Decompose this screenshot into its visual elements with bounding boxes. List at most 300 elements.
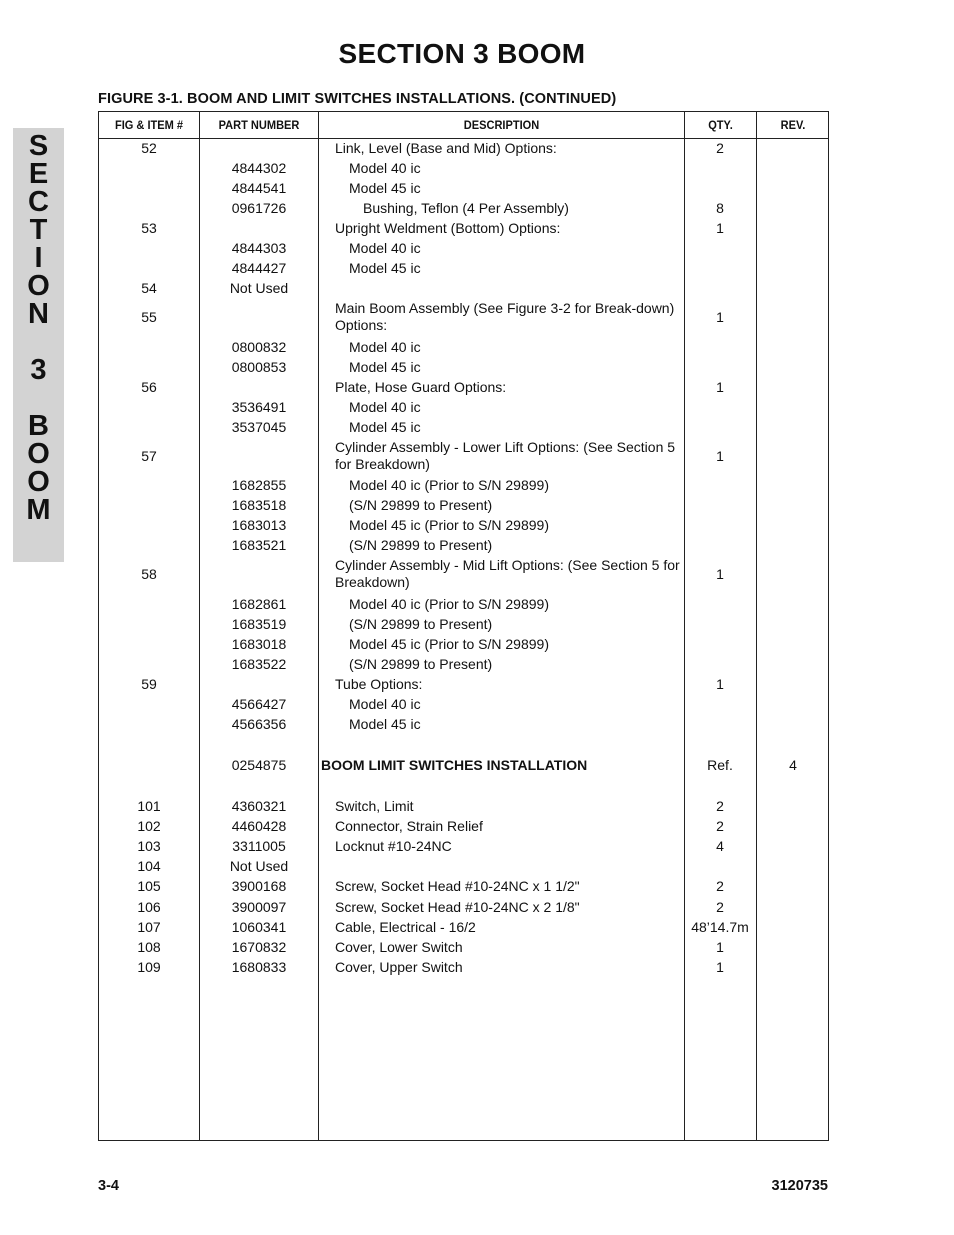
item-number-cell [99,714,199,734]
item-number-cell [99,654,199,674]
description-cell-text: Cover, Lower Switch [335,938,463,955]
item-number-cell [99,417,199,437]
description-cell-text: Model 45 ic [349,418,421,435]
side-tab-letter: B [28,410,49,442]
item-number-cell [99,674,199,694]
part-number-cell [200,674,318,694]
description-cell-text: Model 40 ic [349,695,421,712]
item-number-cell-text: 58 [141,566,157,582]
description-cell-text: Link, Level (Base and Mid) Options: [335,139,557,156]
revision-cell [757,278,829,298]
revision-cell [757,515,829,535]
header-description: DESCRIPTION [463,118,540,132]
table-row [99,594,828,614]
quantity-cell [685,755,755,775]
description-cell [335,957,683,977]
table-row [99,298,828,336]
revision-cell [757,218,829,238]
table-row [99,278,828,298]
revision-cell [757,674,829,694]
item-number-cell [99,555,199,593]
quantity-cell [685,218,755,238]
item-number-cell-text: 53 [141,220,157,236]
table-row [99,555,828,593]
description-cell [335,158,697,178]
quantity-cell-text: 1 [716,448,724,464]
part-number-cell-text: 3537045 [231,419,287,435]
part-number-cell-text: 3900168 [231,878,287,894]
description-cell-text: Model 45 ic [349,179,421,196]
item-number-cell [99,836,199,856]
quantity-cell [685,337,755,357]
table-row [99,397,828,417]
quantity-cell [685,634,755,654]
description-cell [335,714,697,734]
revision-cell [757,258,829,278]
item-number-cell [99,278,199,298]
description-cell [335,475,697,495]
table-row [99,816,828,836]
quantity-cell-text: 4 [716,838,724,854]
quantity-cell-text: 2 [716,818,724,834]
quantity-cell [685,856,755,876]
part-number-cell [200,816,318,836]
quantity-cell [685,694,755,714]
side-tab-letter: O [27,466,50,498]
table-row [99,654,828,674]
description-cell-text: Cable, Electrical - 16/2 [335,918,476,935]
item-number-cell [99,515,199,535]
table-row [99,876,828,896]
part-number-cell [200,218,318,238]
part-number-cell [200,437,318,475]
part-number-cell [200,178,318,198]
description-cell-text: Model 40 ic (Prior to S/N 29899) [349,476,549,493]
item-number-cell [99,856,199,876]
item-number-cell [99,475,199,495]
quantity-cell-text: 1 [716,939,724,955]
description-cell-text: Model 45 ic [349,358,421,375]
quantity-cell [685,957,755,977]
revision-cell [757,475,829,495]
quantity-cell [685,876,755,896]
description-cell [335,198,711,218]
item-number-cell-text: 57 [141,448,157,464]
document-number: 3120735 [771,1178,828,1194]
quantity-cell-text: 2 [716,899,724,915]
part-number-cell-text: Not Used [229,858,289,874]
part-number-cell-text: 4844302 [231,160,287,176]
description-cell-text: Model 40 ic [349,338,421,355]
part-number-cell [200,258,318,278]
part-number-cell [200,937,318,957]
item-number-cell [99,198,199,218]
part-number-cell [200,654,318,674]
table-row [99,198,828,218]
description-cell [335,495,697,515]
part-number-cell [200,876,318,896]
description-cell [335,674,683,694]
description-cell [335,594,697,614]
table-row [99,158,828,178]
quantity-cell [685,555,755,593]
revision-cell [757,836,829,856]
description-cell [335,278,683,298]
revision-cell [757,397,829,417]
part-number-cell-text: 1683013 [231,517,287,533]
table-row [99,218,828,238]
part-number-cell [200,856,318,876]
part-number-cell-text: 4460428 [231,818,287,834]
part-number-cell [200,796,318,816]
item-number-cell-text: 52 [141,140,157,156]
page-number: 3-4 [98,1178,119,1194]
quantity-cell [685,158,755,178]
revision-cell [757,694,829,714]
quantity-cell-text: 2 [716,878,724,894]
header-rev: REV. [780,118,806,132]
table-row [99,437,828,475]
part-number-cell-text: 1683522 [231,656,287,672]
item-number-cell-text: 106 [137,899,161,915]
quantity-cell [685,298,755,336]
header-fig-item: FIG & ITEM # [114,118,184,132]
quantity-cell [685,417,755,437]
table-row [99,178,828,198]
part-number-cell [200,515,318,535]
part-number-cell [200,298,318,336]
quantity-cell [685,796,755,816]
revision-cell [757,897,829,917]
part-number-cell-text: Not Used [229,280,289,296]
part-number-cell-text: 1683519 [231,616,287,632]
description-cell-text: (S/N 29899 to Present) [349,496,493,513]
revision-cell [757,614,829,634]
description-cell [335,897,683,917]
part-number-cell-text: 4844303 [231,240,287,256]
quantity-cell-text: 8 [716,200,724,216]
quantity-cell-text: 1 [716,676,724,692]
quantity-cell [685,278,755,298]
header-part-number: PART NUMBER [218,118,300,132]
item-number-cell-text: 107 [137,919,161,935]
side-tab-letter: O [27,438,50,470]
revision-cell [757,634,829,654]
quantity-cell [685,836,755,856]
quantity-cell [685,258,755,278]
description-cell-text: Bushing, Teflon (4 Per Assembly) [363,199,569,216]
part-number-cell-text: 3311005 [232,838,286,854]
part-number-cell [200,377,318,397]
part-number-cell [200,634,318,654]
item-number-cell [99,158,199,178]
quantity-cell-text: Ref. [707,757,733,773]
part-number-cell-text: 1682861 [231,596,287,612]
description-cell-text: (S/N 29899 to Present) [349,655,493,672]
part-number-cell [200,755,318,775]
side-tab-letter: 3 [30,354,47,386]
description-cell [335,836,683,856]
item-number-cell-text: 105 [137,878,161,894]
revision-cell [757,158,829,178]
part-number-cell-text: 1680833 [231,959,287,975]
part-number-cell [200,417,318,437]
table-row [99,917,828,937]
part-number-cell-text: 1683521 [231,537,287,553]
part-number-cell [200,475,318,495]
table-row [99,674,828,694]
quantity-cell [685,674,755,694]
quantity-cell [685,495,755,515]
quantity-cell [685,357,755,377]
item-number-cell-text: 102 [137,818,161,834]
part-number-cell-text: 0800853 [231,359,287,375]
table-row [99,694,828,714]
table-row [99,856,828,876]
part-number-cell [200,535,318,555]
description-cell-text: Upright Weldment (Bottom) Options: [335,219,561,236]
revision-cell [757,535,829,555]
item-number-cell [99,437,199,475]
figure-caption: FIGURE 3-1. BOOM AND LIMIT SWITCHES INSTALLATIONS. (CONTINUED) [98,91,617,107]
description-cell-text: Screw, Socket Head #10-24NC x 2 1/8" [335,898,580,915]
part-number-cell-text: 4566427 [231,696,287,712]
revision-cell [757,816,829,836]
quantity-cell [685,917,755,937]
quantity-cell-text: 1 [716,220,724,236]
revision-cell [757,917,829,937]
revision-cell [757,957,829,977]
description-cell [335,337,697,357]
item-number-cell [99,594,199,614]
quantity-cell [685,475,755,495]
quantity-cell-text: 1 [716,379,724,395]
parts-table [98,111,829,1141]
description-cell [335,876,683,896]
description-cell [335,138,683,158]
description-cell-text: Main Boom Assembly (See Figure 3-2 for Break-down) Options: [335,300,675,333]
item-number-cell [99,694,199,714]
part-number-cell [200,495,318,515]
item-number-cell [99,937,199,957]
description-cell-text: Locknut #10-24NC [335,837,452,854]
side-tab-letter: I [34,242,43,274]
part-number-cell [200,594,318,614]
item-number-cell [99,178,199,198]
description-cell-text: (S/N 29899 to Present) [349,536,493,553]
description-cell-text: Cylinder Assembly - Lower Lift Options: (See Section 5 for Breakdown) [335,439,676,472]
part-number-cell [200,836,318,856]
section-side-tab [13,128,64,562]
revision-cell [757,856,829,876]
revision-cell [757,298,829,336]
table-row [99,337,828,357]
table-row [99,238,828,258]
quantity-cell [685,377,755,397]
part-number-cell-text: 1060341 [231,919,287,935]
part-number-cell [200,357,318,377]
part-number-cell-text: 1682855 [231,477,287,493]
item-number-cell [99,957,199,977]
description-cell [335,397,697,417]
quantity-cell-text: 1 [716,566,724,582]
revision-cell [757,495,829,515]
part-number-cell-text: 1683018 [231,636,287,652]
quantity-cell [685,937,755,957]
item-number-cell-text: 59 [141,676,157,692]
part-number-cell-text: 0800832 [231,339,287,355]
description-cell [335,614,697,634]
item-number-cell [99,377,199,397]
revision-cell [757,238,829,258]
item-number-cell [99,917,199,937]
description-cell [335,535,697,555]
part-number-cell [200,238,318,258]
table-row [99,957,828,977]
part-number-cell [200,397,318,417]
part-number-cell [200,138,318,158]
table-row [99,377,828,397]
item-number-cell [99,816,199,836]
item-number-cell [99,138,199,158]
description-cell-text: Model 45 ic [349,715,421,732]
part-number-cell-text: 3536491 [231,399,287,415]
quantity-cell [685,614,755,634]
quantity-cell [685,198,755,218]
quantity-cell [685,714,755,734]
quantity-cell-text: 1 [716,309,724,325]
item-number-cell-text: 54 [141,280,157,296]
revision-cell [757,714,829,734]
item-number-cell-text: 56 [141,379,157,395]
part-number-cell [200,694,318,714]
table-row [99,138,828,158]
table-row [99,614,828,634]
table-row [99,515,828,535]
table-row [99,796,828,816]
item-number-cell [99,796,199,816]
quantity-cell [685,178,755,198]
description-cell [335,856,683,876]
part-number-cell [200,555,318,593]
description-cell [335,178,697,198]
revision-cell [757,437,829,475]
description-cell [335,377,683,397]
item-number-cell [99,218,199,238]
item-number-cell [99,614,199,634]
description-cell [335,654,697,674]
item-number-cell [99,357,199,377]
header-qty: QTY. [708,118,733,132]
revision-cell [757,555,829,593]
item-number-cell [99,755,199,775]
revision-cell [757,357,829,377]
item-number-cell-text: 103 [137,838,161,854]
item-number-cell [99,298,199,336]
table-row [99,475,828,495]
quantity-cell-text: 1 [716,959,724,975]
part-number-cell-text: 3900097 [231,899,287,915]
part-number-cell [200,337,318,357]
part-number-cell [200,897,318,917]
table-row [99,755,828,775]
revision-cell [757,796,829,816]
description-cell [335,816,683,836]
quantity-cell [685,816,755,836]
revision-cell [757,198,829,218]
part-number-cell-text: 0961726 [231,200,287,216]
item-number-cell [99,238,199,258]
description-cell-text: Plate, Hose Guard Options: [335,378,507,395]
table-row [99,897,828,917]
quantity-cell [685,437,755,475]
description-cell [335,238,697,258]
table-row [99,634,828,654]
item-number-cell [99,535,199,555]
revision-cell [757,594,829,614]
description-cell-text: Switch, Limit [335,797,414,814]
side-tab-letter: S [28,130,49,162]
quantity-cell [685,397,755,417]
side-tab-letter: E [28,158,49,190]
item-number-cell-text: 104 [137,858,161,874]
table-row [99,836,828,856]
quantity-cell [685,238,755,258]
side-tab-letter: T [29,214,48,246]
table-row [99,417,828,437]
description-cell [335,417,697,437]
item-number-cell [99,337,199,357]
description-cell [335,796,683,816]
quantity-cell [685,654,755,674]
part-number-cell-text: 1670832 [231,939,287,955]
item-number-cell [99,634,199,654]
part-number-cell-text: 0254875 [231,757,287,773]
description-cell-text: Cylinder Assembly - Mid Lift Options: (See Section 5 for Breakdown) [335,557,680,590]
side-tab-letter: N [28,298,49,330]
description-cell-text: Model 40 ic [349,239,421,256]
revision-cell [757,876,829,896]
description-cell [335,298,683,336]
part-number-cell [200,158,318,178]
description-cell [335,515,697,535]
description-cell [335,258,697,278]
description-cell [335,218,683,238]
part-number-cell [200,278,318,298]
part-number-cell [200,714,318,734]
description-cell [335,357,697,377]
part-number-cell-text: 4360321 [231,798,287,814]
quantity-cell-text: 2 [716,140,724,156]
revision-cell [757,755,829,775]
item-number-cell-text: 108 [137,939,161,955]
quantity-cell [685,515,755,535]
description-cell [321,755,669,775]
description-cell [335,937,683,957]
description-cell [335,634,697,654]
description-cell-text: Screw, Socket Head #10-24NC x 1 1/2" [335,877,580,894]
part-number-cell [200,957,318,977]
description-cell-text: Tube Options: [335,675,423,692]
description-cell-text: Model 40 ic (Prior to S/N 29899) [349,595,549,612]
table-row [99,937,828,957]
table-row [99,357,828,377]
side-tab-letter: M [26,494,51,526]
revision-cell [757,178,829,198]
description-cell-text: Model 45 ic (Prior to S/N 29899) [349,516,549,533]
description-cell [335,917,683,937]
page-title: SECTION 3 BOOM [338,38,586,69]
